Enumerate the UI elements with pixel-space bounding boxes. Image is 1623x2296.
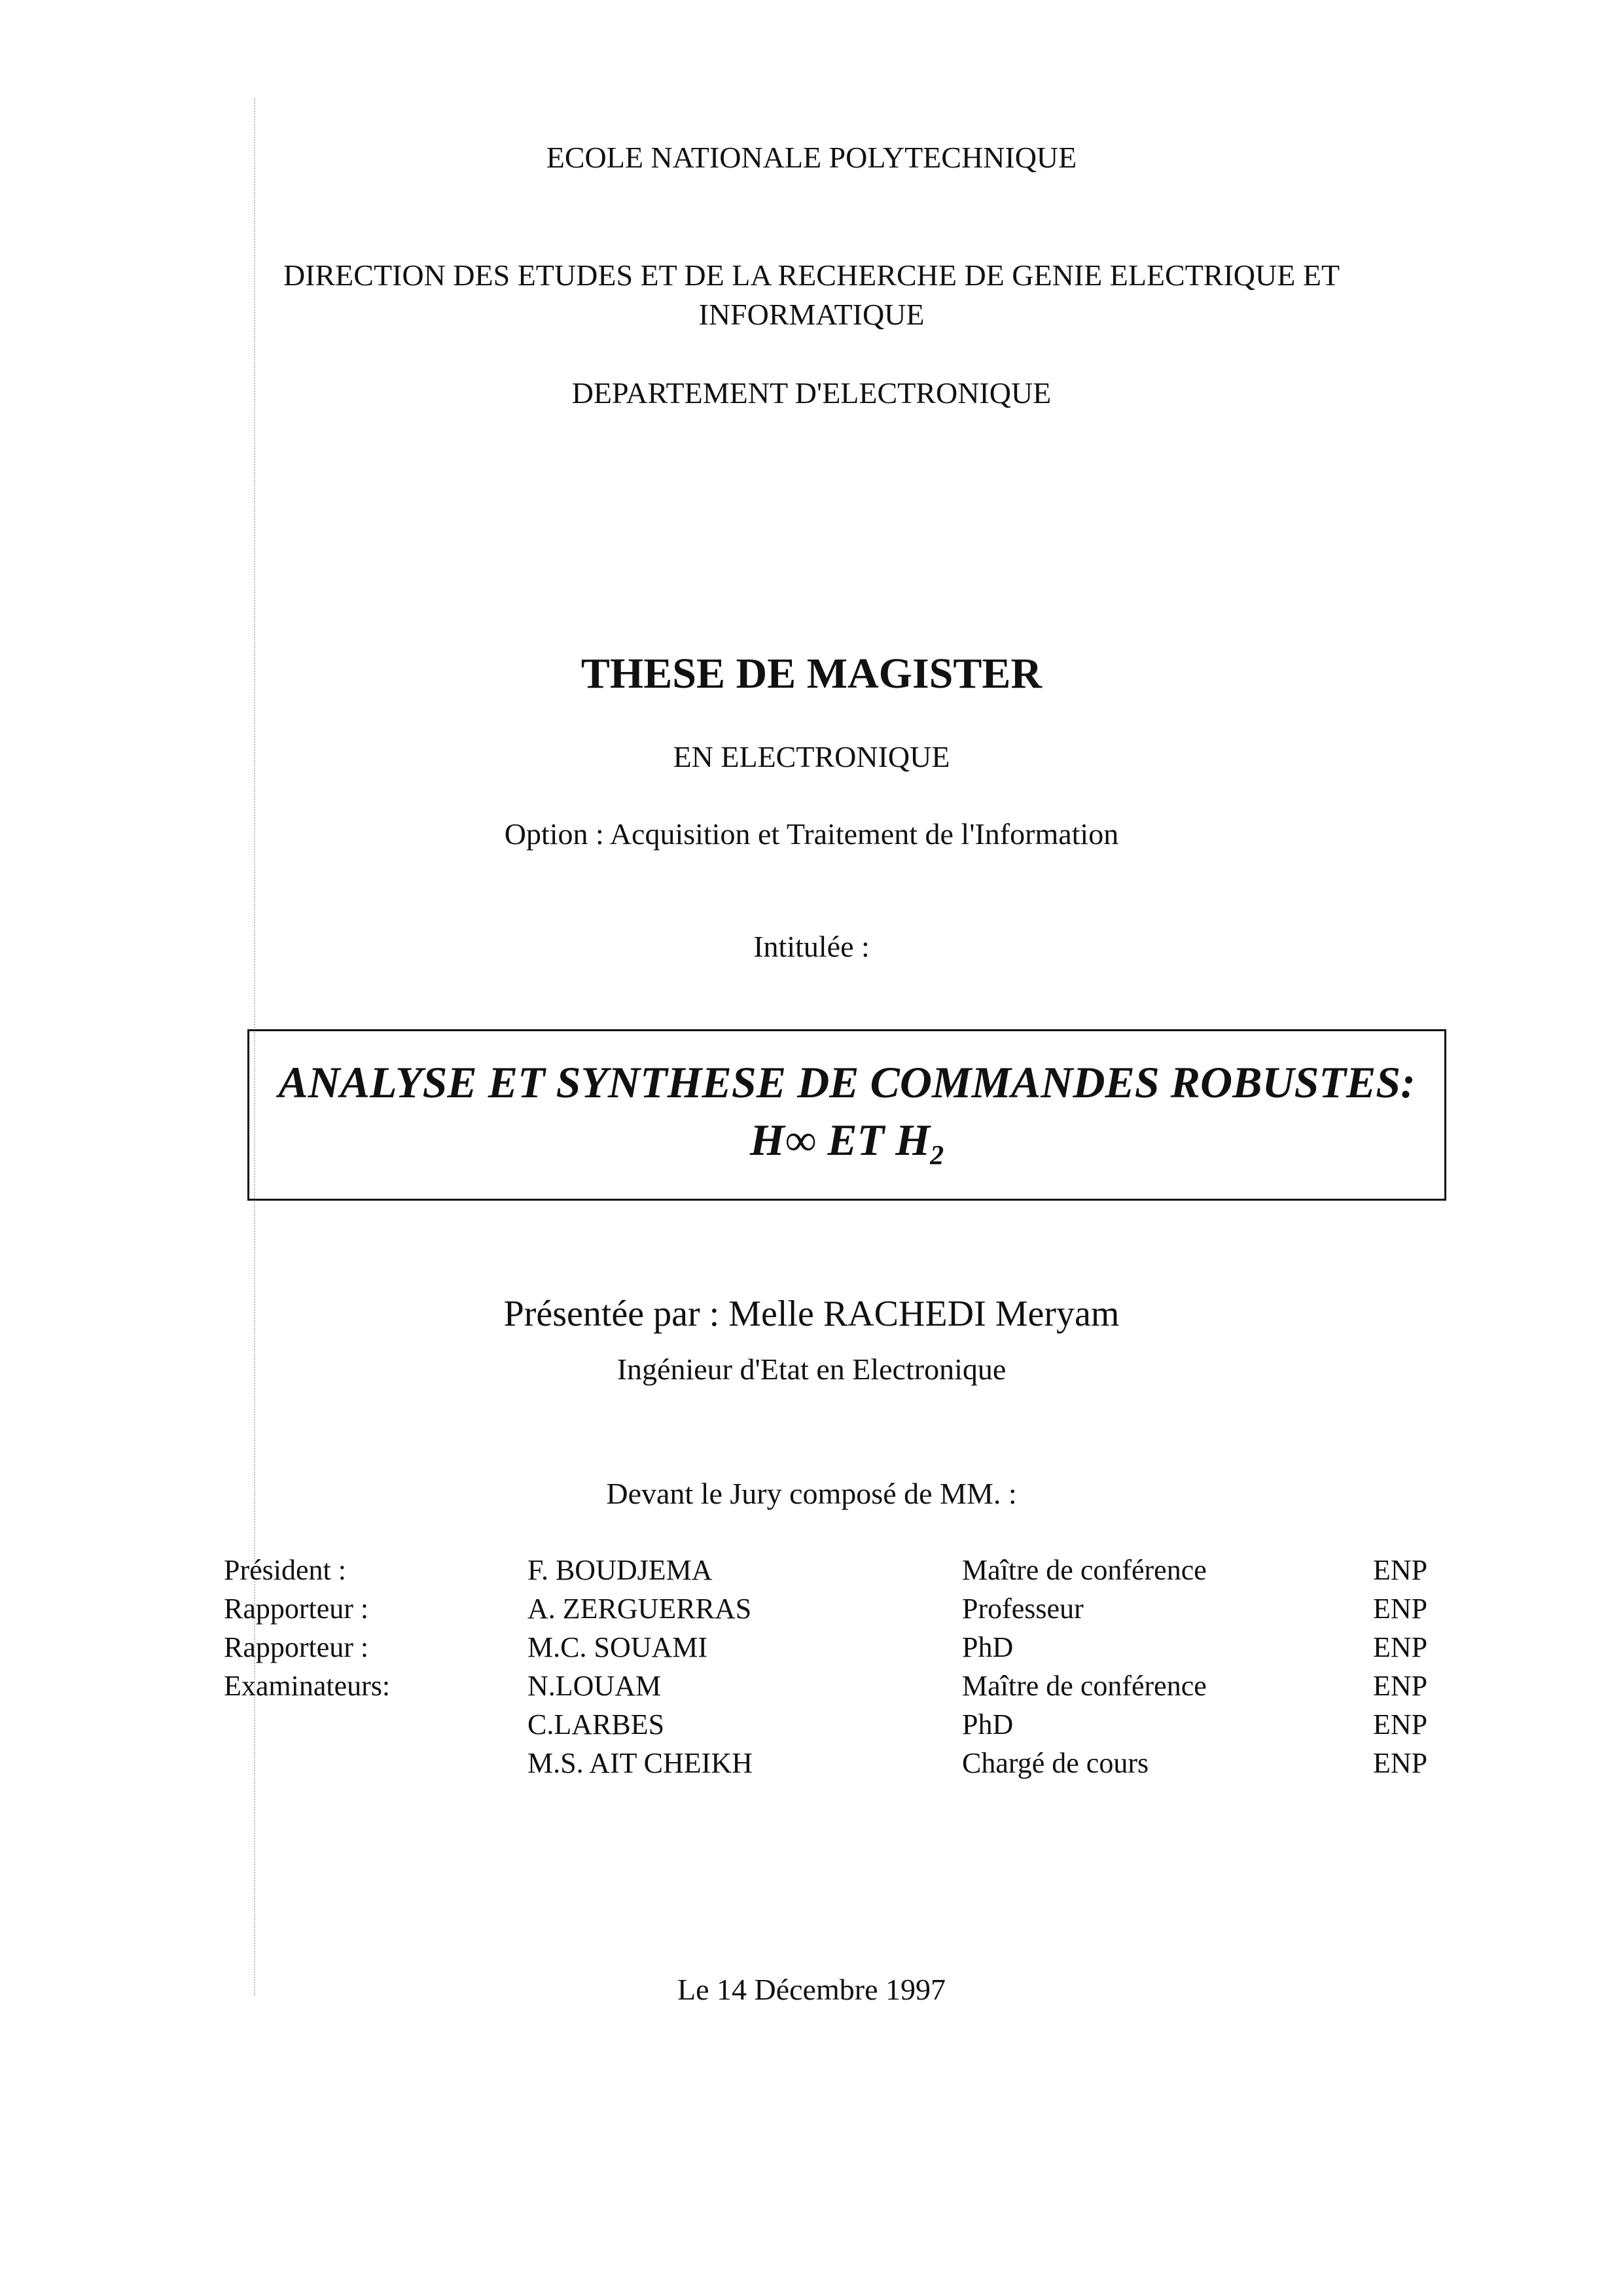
jury-title: Chargé de cours <box>962 1747 1149 1779</box>
jury-institution: ENP <box>1373 1670 1428 1702</box>
jury-title: Maître de conférence <box>962 1554 1207 1586</box>
jury-name: F. BOUDJEMA <box>527 1554 713 1586</box>
jury-title: PhD <box>962 1631 1014 1663</box>
jury-institution: ENP <box>1373 1747 1428 1779</box>
jury-row <box>0 1706 1623 1746</box>
jury-intro: Devant le Jury composé de MM. : <box>606 1477 1017 1510</box>
jury-title: Professeur <box>962 1593 1084 1625</box>
school-name: ECOLE NATIONALE POLYTECHNIQUE <box>546 141 1077 174</box>
thesis-title-line-2 <box>249 1112 1444 1184</box>
thesis-option: Option : Acquisition et Traitement de l'Information <box>504 817 1119 851</box>
jury-name: M.S. AIT CHEIKH <box>527 1747 753 1779</box>
jury-role: Rapporteur : <box>224 1631 369 1663</box>
jury-name: M.C. SOUAMI <box>527 1631 708 1663</box>
jury-name: A. ZERGUERRAS <box>527 1593 752 1625</box>
department-name: DEPARTEMENT D'ELECTRONIQUE <box>571 376 1052 410</box>
thesis-title-box <box>247 1029 1446 1201</box>
author-qualification: Ingénieur d'Etat en Electronique <box>616 1352 1007 1386</box>
jury-name: N.LOUAM <box>527 1670 662 1702</box>
jury-title: PhD <box>962 1708 1014 1740</box>
presented-by: Présentée par : Melle RACHEDI Meryam <box>503 1294 1120 1334</box>
jury-role: Examinateurs: <box>224 1670 391 1702</box>
thesis-title-line-1: ANALYSE ET SYNTHESE DE COMMANDES ROBUSTES: <box>278 1057 1416 1107</box>
jury-role: Président : <box>224 1554 346 1586</box>
title-et-h: ET H <box>816 1115 931 1165</box>
direction-line-1: DIRECTION DES ETUDES ET DE LA RECHERCHE DE GENIE ELECTRIQUE ET <box>283 258 1340 292</box>
jury-row <box>0 1745 1623 1784</box>
jury-name: C.LARBES <box>527 1708 665 1740</box>
jury-institution: ENP <box>1373 1554 1428 1586</box>
direction-line-2: INFORMATIQUE <box>698 298 925 331</box>
title-h-letter: H <box>749 1115 785 1165</box>
title-subscript: 2 <box>930 1140 944 1171</box>
jury-row <box>0 1668 1623 1707</box>
jury-title: Maître de conférence <box>962 1670 1207 1702</box>
titled-label: Intitulée : <box>753 930 870 963</box>
defense-date: Le 14 Décembre 1997 <box>677 1973 946 2006</box>
jury-institution: ENP <box>1373 1631 1428 1663</box>
jury-institution: ENP <box>1373 1593 1428 1625</box>
jury-row <box>0 1552 1623 1591</box>
thesis-field: EN ELECTRONIQUE <box>673 740 950 773</box>
jury-row <box>0 1629 1623 1669</box>
jury-institution: ENP <box>1373 1708 1428 1740</box>
jury-row <box>0 1591 1623 1630</box>
infinity-symbol: ∞ <box>784 1115 817 1165</box>
thesis-type: THESE DE MAGISTER <box>580 650 1043 698</box>
jury-role: Rapporteur : <box>224 1593 369 1625</box>
